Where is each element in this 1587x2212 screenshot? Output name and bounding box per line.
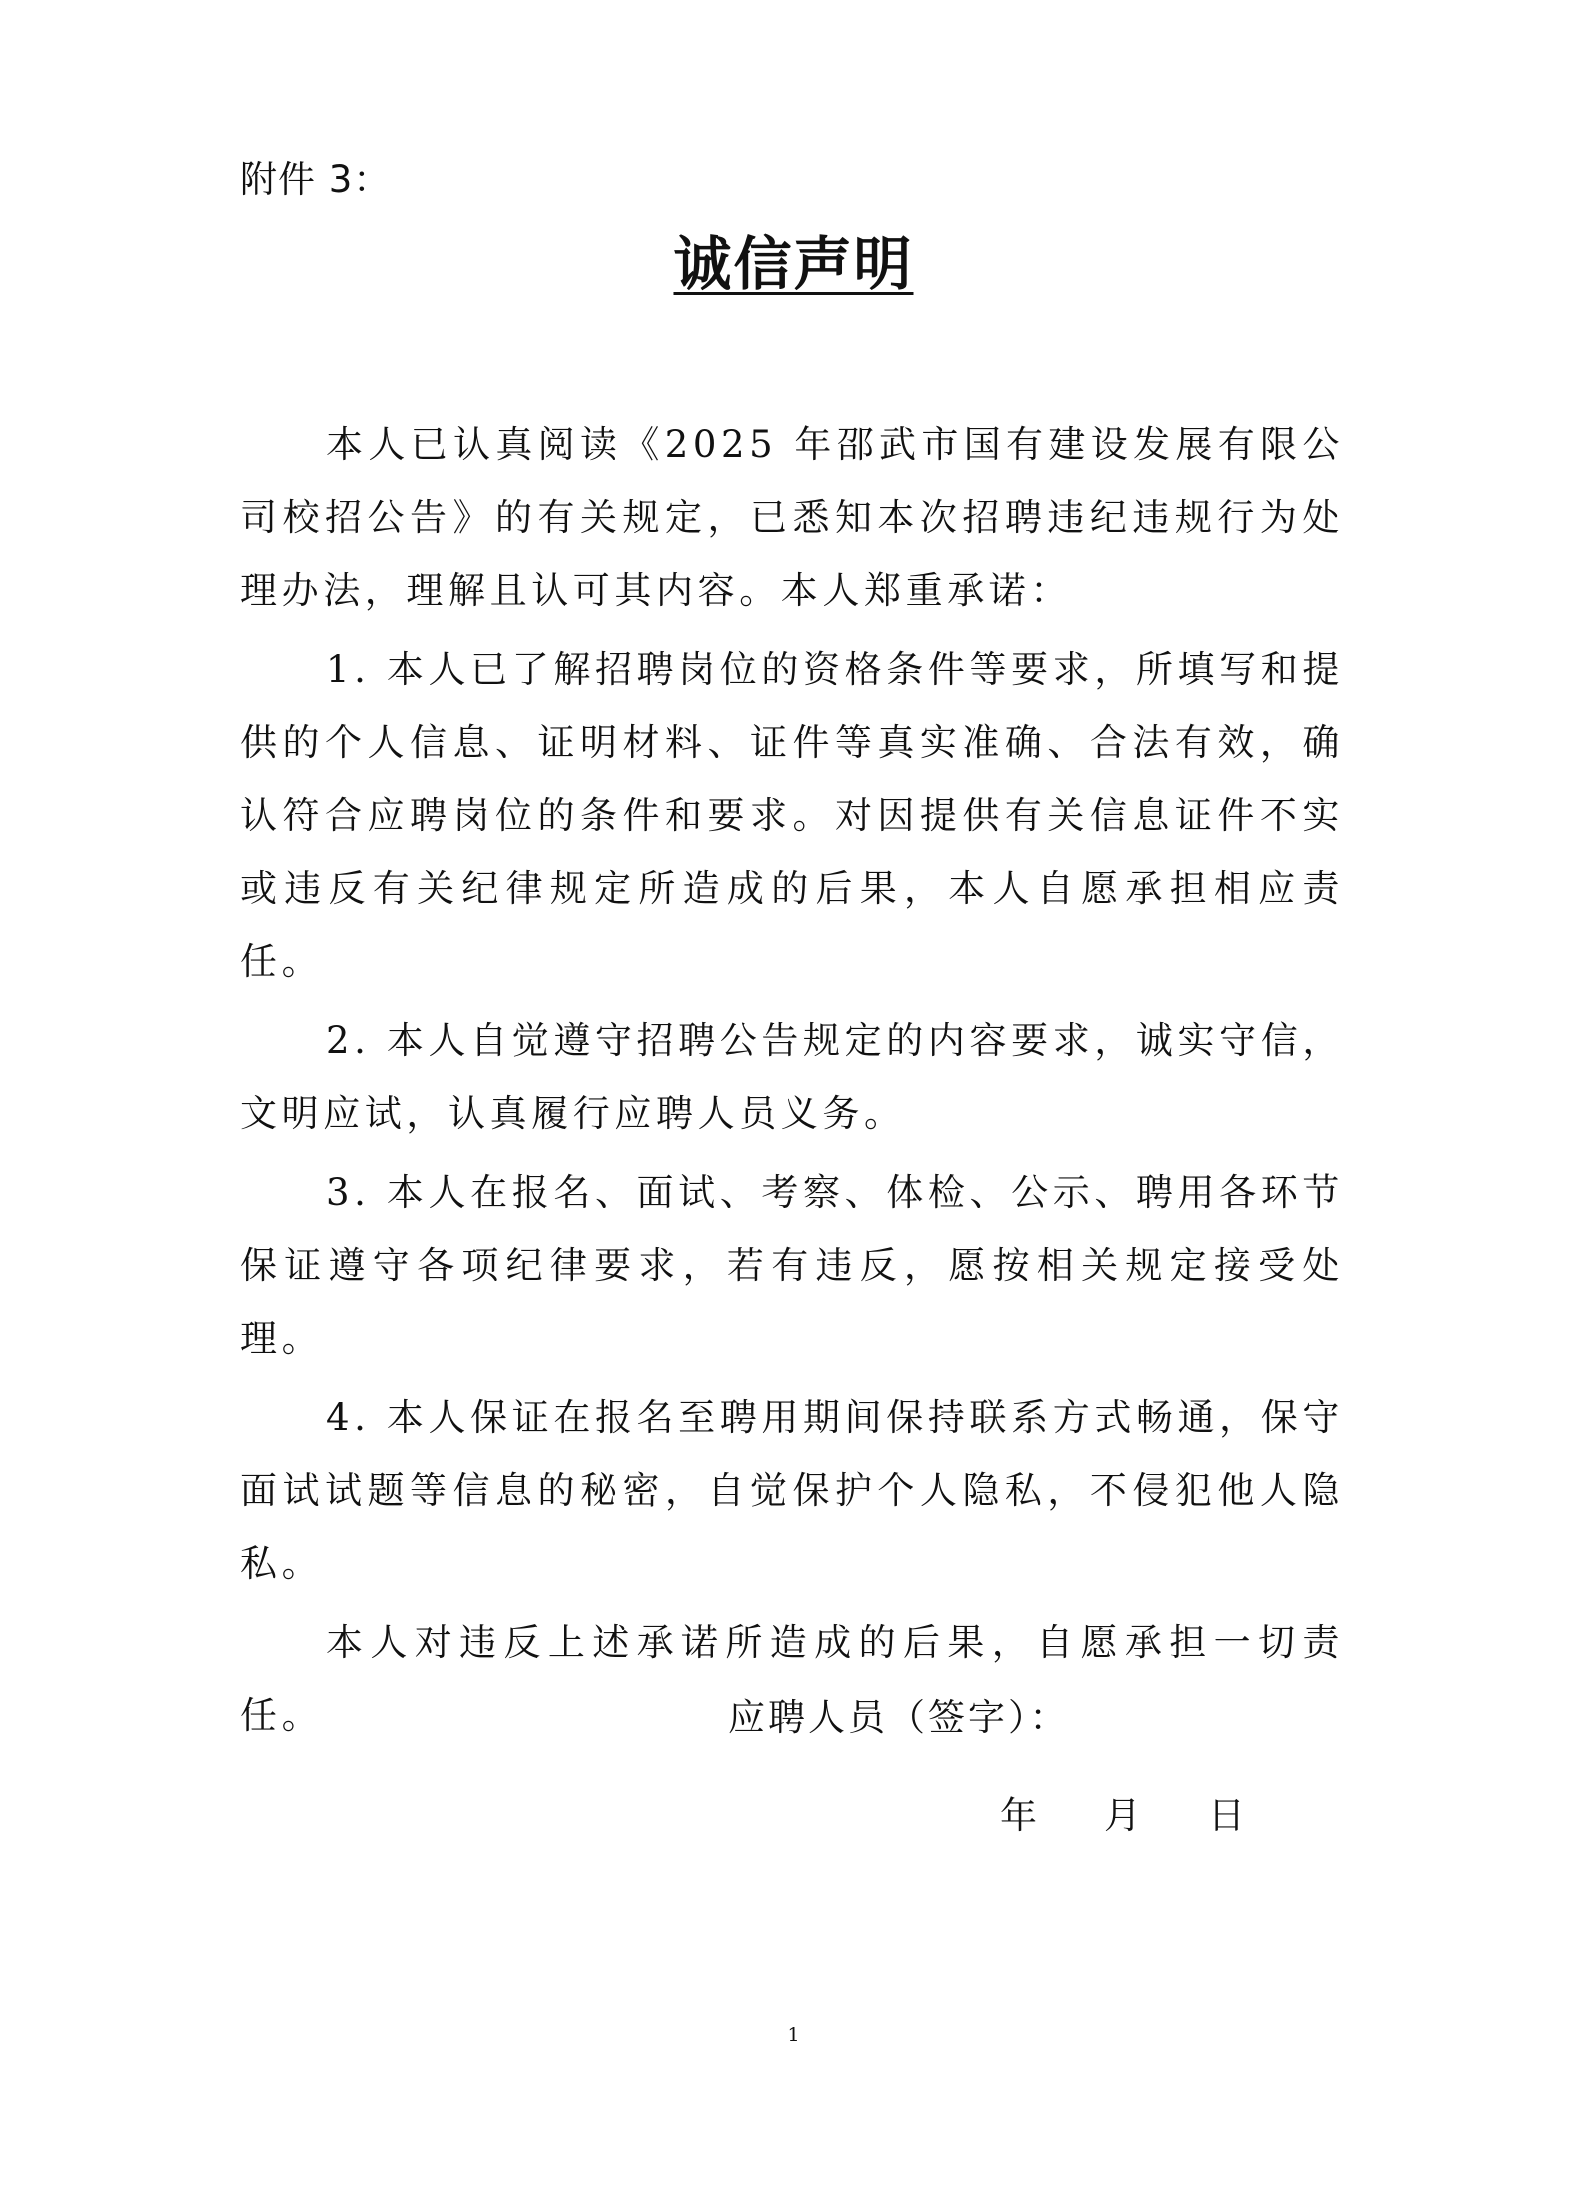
document-title [0, 222, 1587, 306]
date-month-label: 月 [1104, 1794, 1141, 1837]
body-paragraph-intro: 本人已认真阅读《2025 年邵武市国有建设发展有限公司校招公告》的有关规定，已悉知本次招聘违纪违规行为处理办法，理解且认可其内容。本人郑重承诺： [240, 423, 1344, 612]
body-paragraph-item-4: 4. 本人保证在报名至聘用期间保持联系方式畅通，保守面试试题等信息的秘密，自觉保护个人隐私，不侵犯他人隐私。 [240, 1396, 1344, 1585]
date-line [0, 1786, 1587, 1846]
date-year-label: 年 [1000, 1794, 1037, 1837]
body-paragraph-item-1: 1. 本人已了解招聘岗位的资格条件等要求，所填写和提供的个人信息、证明材料、证件等真实准确、合法有效，确认符合应聘岗位的条件和要求。对因提供有关信息证件不实或违反有关纪律规定所造成的后果，本人自愿承担相应责任。 [240, 648, 1344, 983]
body-paragraph-item-2: 2. 本人自觉遵守招聘公告规定的内容要求，诚实守信，文明应试，认真履行应聘人员义务。 [240, 1019, 1344, 1135]
attachment-label: 附件 3： [240, 158, 392, 201]
body-paragraph-item-3: 3. 本人在报名、面试、考察、体检、公示、聘用各环节保证遵守各项纪律要求，若有违反，愿按相关规定接受处理。 [240, 1171, 1344, 1360]
body-paragraph-conclusion: 本人对违反上述承诺所造成的后果，自愿承担一切责任。 [240, 1621, 1344, 1737]
document-body [240, 408, 1344, 1758]
signature-label: 应聘人员（签字）： [728, 1696, 1070, 1739]
date-day-label: 日 [1208, 1794, 1245, 1837]
document-title-text: 诚信声明 [673, 230, 914, 298]
page-number: 1 [787, 2024, 800, 2046]
